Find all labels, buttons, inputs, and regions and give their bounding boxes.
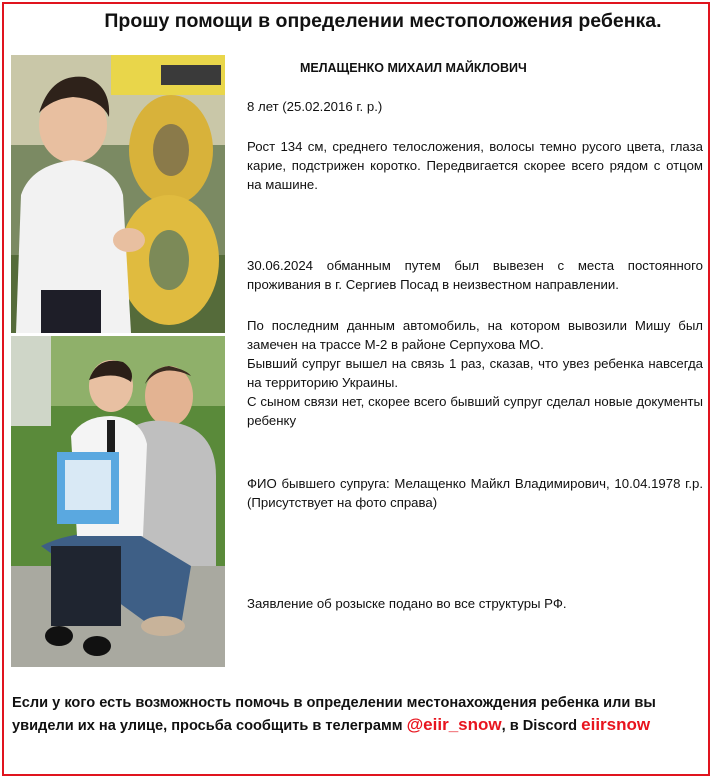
father-child-photo	[11, 336, 225, 667]
latest-info-line: По последним данным автомобиль, на котором вывозили Мишу был замечен на трассе М-2 в районе Серпухова МО.	[247, 318, 703, 352]
page-title: Прошу помощи в определении местоположения ребенка.	[104, 10, 662, 32]
search-statement: Заявление об розыске подано во все структуры РФ.	[247, 596, 567, 611]
latest-info	[247, 316, 703, 430]
child-name: МЕЛАЩЕНКО МИХАИЛ МАЙКЛОВИЧ	[300, 61, 527, 75]
child-age: 8 лет (25.02.2016 г. р.)	[247, 99, 383, 114]
discord-handle[interactable]: eiirsnow	[581, 715, 651, 734]
contact-request-text: Если у кого есть возможность помочь в определении местонахождения ребенка или вы увидели их на улице, просьба сообщить в телеграмм	[12, 695, 656, 734]
father-info: ФИО бывшего супруга: Мелащенко Майкл Владимирович, 10.04.1978 г.р. (Присутствует на фото справа)	[247, 476, 703, 510]
child-photo	[11, 55, 225, 333]
discord-prefix: , в Discord	[501, 718, 582, 734]
child-description: Рост 134 см, среднего телосложения, волосы темно русого цвета, глаза карие, подстрижен коротко. Передвигается скорее всего рядом с отцом на машине.	[247, 139, 703, 192]
latest-info-line: Бывший супруг вышел на связь 1 раз, сказав, что увез ребенка навсегда на территорию Украины.	[247, 356, 703, 390]
contact-request	[12, 692, 702, 737]
telegram-handle[interactable]: @eiir_snow	[406, 715, 502, 734]
latest-info-line: С сыном связи нет, скорее всего бывший супруг сделал новые документы ребенку	[247, 394, 703, 428]
event-description: 30.06.2024 обманным путем был вывезен с места постоянного проживания в г. Сергиев Посад в неизвестном направлении.	[247, 258, 703, 292]
